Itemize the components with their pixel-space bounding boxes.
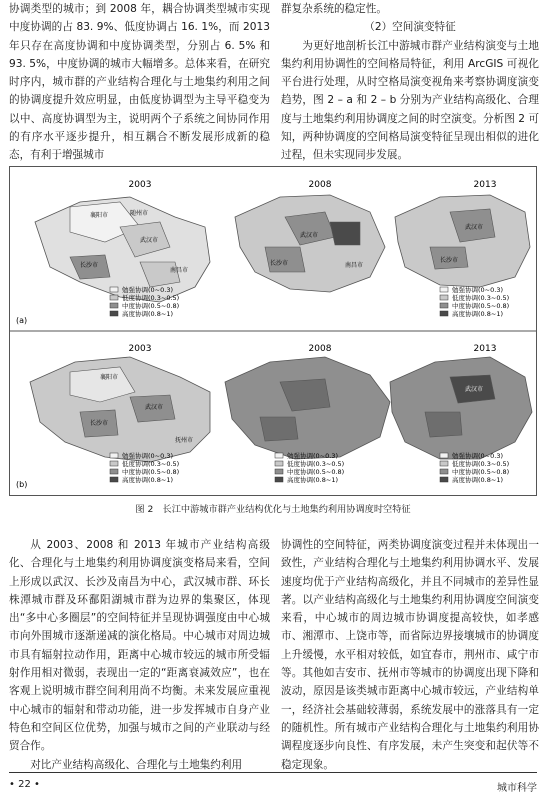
paragraph: 协调类型的城市；到 2008 年，耦合协调类型城市实现中度协调的占 83. 9%、低度协调占 16. 1%，而 2013 年只存在高度协调和中度协调类型，分别占 6. 5% 和 93. 5%，中度协调的城市大幅增多。总体来看，在研究时序内，城市群的产业结构合理化与土地集约利用之间的协调度提升效应明显，由低度协调型为主导平稳变为以中、高度协调型为主，说明两个子系统之间协同作用的有序水平逐步提升，相互耦合不断发展形成新的稳态，有利于增强城市 — [9, 3, 270, 162]
city-label: 随州市 — [130, 210, 149, 217]
panel-label-b: (b) — [16, 480, 28, 489]
city-label: 南昌市 — [170, 267, 189, 274]
year-label: 2003 — [128, 180, 152, 190]
legend-label: 低度协调(0.3~0.5) — [122, 294, 180, 302]
legend-label: 中度协调(0.5~0.8) — [452, 302, 510, 310]
text-column-bottom-right — [281, 536, 539, 774]
map-2013-a — [395, 195, 530, 287]
page-number: • 22 • — [9, 779, 40, 790]
map-figure — [10, 167, 536, 495]
legend-label: 中度协调(0.5~0.8) — [287, 468, 345, 476]
city-label: 长沙市 — [270, 260, 289, 267]
legend-label: 中度协调(0.5~0.8) — [122, 468, 180, 476]
legend-label: 高度协调(0.8~1) — [287, 476, 338, 484]
paragraph: 对比产业结构高级化、合理化与土地集约利用 — [30, 758, 243, 771]
year-label: 2013 — [473, 344, 497, 354]
figure-caption: 图 2 长江中游城市群产业结构优化与土地集约利用协调度时空特征 — [135, 504, 411, 515]
city-label: 长沙市 — [90, 420, 109, 427]
text-column-bottom-left — [9, 536, 270, 774]
city-label: 长沙市 — [440, 257, 459, 264]
legend-label: 勉强协调(0~0.3) — [122, 452, 173, 460]
city-label: 武汉市 — [145, 404, 164, 411]
city-label: 武汉市 — [465, 224, 484, 231]
legend-label: 低度协调(0.3~0.5) — [122, 460, 180, 468]
paragraph: 协调性的空间特征，两类协调度演变过程并未体现出一致性，产业结构合理化与土地集约利用协调水平、发展速度均优于产业结构高级化，并且不同城市的差异性显著。以产业结构高级化与土地集约利用协调度空间演变来看，中心城市的周边城市协调度提高较快，如孝感市、湘潭市、上饶市等，而省际边界接壤城市的协调度上升缓慢，水平相对较低，如宜春市，荆州市、咸宁市等。其他如吉安市、抚州市等城市的协调度出现下降和波动，原因是该类城市距离中心城市较远，产业结构单一，经济社会基础较薄弱，系统发展中的涨落具有一定的随机性。所有城市产业结构合理化与土地集约利用协调程度逐步向良性、有序发展，未产生突变和起伏等不稳定现象。 — [281, 539, 539, 771]
legend-label: 低度协调(0.3~0.5) — [287, 460, 345, 468]
legend-label: 中度协调(0.5~0.8) — [122, 302, 180, 310]
year-label: 2008 — [308, 344, 332, 354]
panel-label-a: (a) — [16, 316, 28, 325]
paragraph: 为更好地剖析长江中游城市群产业结构演变与土地集约利用协调性的空间格局特征，利用 ArcGIS 可视化平台进行处理，从时空格局演变视角来考察协调度演变趋势，图 2 – a 和 2 – b 分别为产业结构高级化、合理度与土地集约利用协调度之间的时空演变。分析图 2 可知，两种协调度的空间格局演变特征呈现出相似的进化过程，但未实现同步发展。 — [281, 39, 539, 162]
city-label: 长沙市 — [80, 262, 99, 269]
map-2003-b — [30, 357, 210, 462]
legend-label: 低度协调(0.3~0.5) — [452, 460, 510, 468]
map-2008-b — [225, 357, 390, 459]
journal-name: 城市科学 — [497, 783, 537, 794]
year-label: 2003 — [128, 344, 152, 354]
city-label: 武汉市 — [140, 237, 159, 244]
figure-2-maps — [9, 166, 537, 496]
footer-divider — [9, 772, 537, 773]
text-column-top-left — [9, 0, 270, 165]
city-label: 武汉市 — [300, 232, 319, 239]
legend-label: 勉强协调(0~0.3) — [122, 286, 173, 294]
legend-label: 勉强协调(0~0.3) — [452, 286, 503, 294]
city-label: 武汉市 — [465, 386, 484, 393]
legend-a-right — [440, 285, 509, 318]
year-label: 2008 — [308, 180, 332, 190]
legend-label: 高度协调(0.8~1) — [122, 476, 173, 484]
legend-label: 勉强协调(0~0.3) — [287, 452, 338, 460]
year-label: 2013 — [473, 180, 497, 190]
legend-label: 勉强协调(0~0.3) — [452, 452, 503, 460]
city-label: 襄阳市 — [90, 212, 109, 219]
legend-label: 高度协调(0.8~1) — [452, 310, 503, 318]
text-column-top-right — [281, 0, 539, 165]
paragraph: 从 2003、2008 和 2013 年城市产业结构高级化、合理化与土地集约利用协调度演变格局来看，空间上形成以武汉、长沙及南昌为中心，武汉城市群、环长株潭城市群及环鄱阳湖城市群为边界的集聚区，体现出“多中心多圈层”的空间特征并呈现协调强度由中心城市向外围城市逐渐递减的演化格局。中心城市对周边城市具有辐射拉动作用，距离中心城市较远的城市所受辐射作用相对微弱，表现出一定的“距离衰减效应”，也在客观上说明城市群空间利用尚不均衡。未来发展应重视中心城市的辐射和带动功能，进一步发挥城市自身产业特色和空间区位优势，加强与城市之间的产业联动与经贸合作。 — [9, 539, 270, 753]
paragraph: 群复杂系统的稳定性。 — [281, 3, 387, 15]
city-label: 南昌市 — [345, 262, 364, 269]
legend-label: 低度协调(0.3~0.5) — [452, 294, 510, 302]
legend-label: 中度协调(0.5~0.8) — [452, 468, 510, 476]
city-label: 襄阳市 — [100, 374, 119, 381]
legend-label: 高度协调(0.8~1) — [122, 310, 173, 318]
legend-label: 高度协调(0.8~1) — [452, 476, 503, 484]
map-2008-a — [235, 195, 385, 292]
section-heading: （2）空间演变特征 — [364, 21, 456, 34]
city-label: 抚州市 — [175, 437, 194, 444]
map-2013-b — [390, 357, 532, 459]
